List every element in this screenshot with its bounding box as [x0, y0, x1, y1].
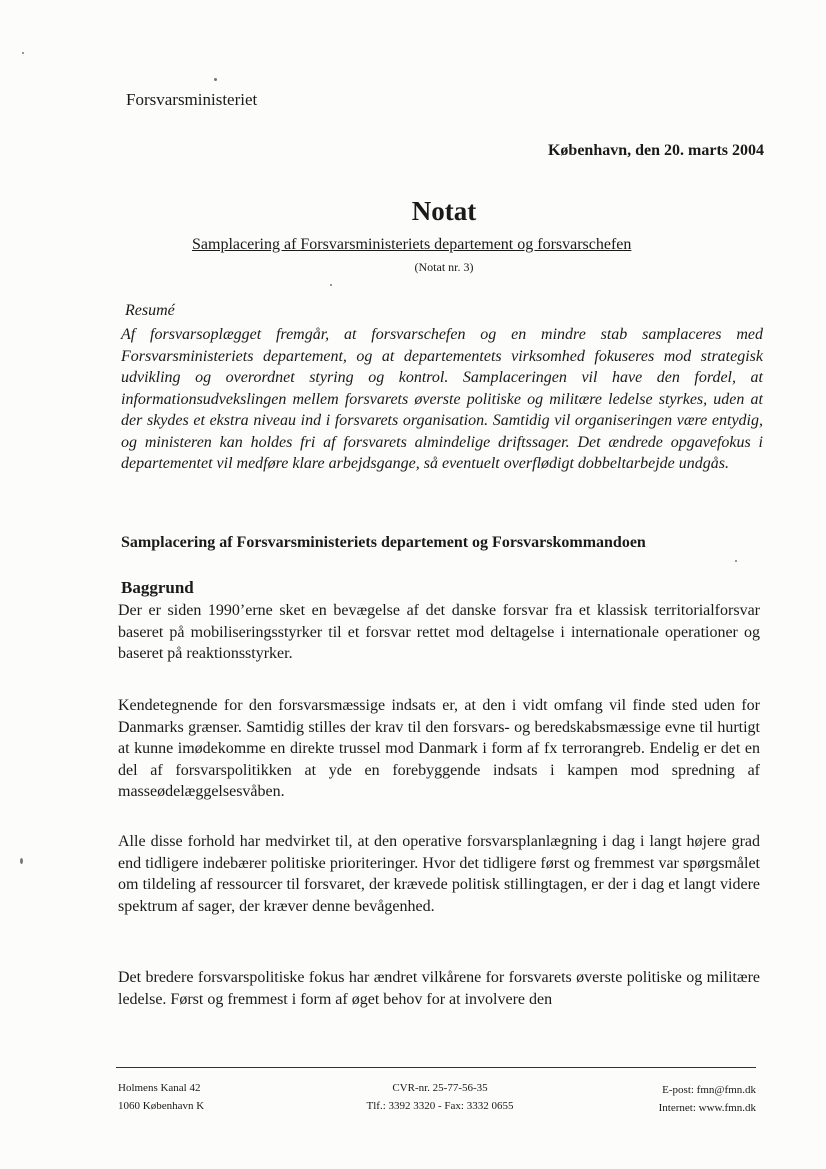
body-paragraph-4: Det bredere forsvarspolitiske fokus har ændret vilkårene for forsvarets øverste politiske og militære ledelse. Først og fremmest i form af øget behov for at involvere den — [118, 969, 760, 1008]
footer-address-line2: 1060 København K — [118, 1100, 205, 1112]
footer-phone-fax: Tlf.: 3392 3320 - Fax: 3332 0655 — [366, 1100, 514, 1112]
scan-speck — [330, 284, 332, 286]
note-number: (Notat nr. 3) — [414, 260, 474, 274]
document-subtitle: Samplacering af Forsvarsministeriets departement og forsvarschefen — [192, 236, 632, 253]
body-paragraph-1: Der er siden 1990’erne sket en bevægelse af det danske forsvar fra et klassisk territorialforsvar baseret på mobiliseringsstyrker til et forsvar rettet mod deltagelse i internationale operationer og baseret på reaktionsstyrker. — [118, 602, 760, 662]
scan-speck — [735, 560, 737, 562]
resume-text: Af forsvarsoplægget fremgår, at forsvarschefen og en mindre stab samplaceres med Forsvarsministeriets departement, og at departementets virksomhed fokuseres mod strategisk udvikling og overordnet styring og kontrol. Samplaceringen vil have den fordel, at informationsudvekslingen mellem forsvarets øverste politiske og militære ledelse styrkes, uden at der skydes et ekstra niveau ind i forsvarets organisation. Samtidig vil organiseringen være entydig, og ministeren kan holdes fri af forsvarets almindelige driftssager. Det ændrede opgavefokus i departementet vil medføre klare arbejdsgange, så eventuelt overflødigt dobbeltarbejde undgås. — [121, 326, 763, 472]
footer-address — [118, 1079, 204, 1115]
scan-speck — [20, 858, 23, 864]
resume-label: Resumé — [125, 302, 175, 319]
scan-speck — [22, 52, 24, 54]
footer-address-line1: Holmens Kanal 42 — [118, 1082, 201, 1094]
footer-contact-numbers — [354, 1079, 526, 1115]
footer-email: E-post: fmn@fmn.dk — [662, 1084, 756, 1096]
footer-cvr: CVR-nr. 25-77-56-35 — [392, 1082, 488, 1094]
footer-online-contact — [659, 1081, 756, 1117]
document-date: København, den 20. marts 2004 — [547, 142, 764, 159]
footer-divider — [116, 1067, 756, 1068]
document-title: Notat — [411, 196, 477, 226]
body-paragraph-2: Kendetegnende for den forsvarsmæssige indsats er, at den i vidt omfang vil finde sted uden for Danmarks grænser. Samtidig stilles der krav til den forsvars- og beredskabsmæssige evne til hurtigt at kunne imødekomme en direkte trussel mod Danmark i form af fx terrorangreb. Endelig er det en del af forsvarspolitikken at yde en forebyggende indsats i kampen mod spredning af masseødelæggelsesvåben. — [118, 697, 760, 800]
footer-internet: Internet: www.fmn.dk — [658, 1102, 756, 1114]
body-paragraph-3: Alle disse forhold har medvirket til, at den operative forsvarsplanlægning i dag i langt højere grad end tidligere indebærer politiske prioriteringer. Hvor det tidligere først og fremmest var spørgsmålet om tildeling af ressourcer til forsvaret, der krævede politisk stillingtagen, er der i dag et langt videre spektrum af sager, der kræver denne bevågenhed. — [118, 833, 760, 915]
organization-name: Forsvarsministeriet — [126, 90, 258, 109]
sub-heading-baggrund: Baggrund — [121, 578, 194, 597]
section-heading: Samplacering af Forsvarsministeriets departement og Forsvarskommandoen — [121, 534, 646, 551]
scan-speck — [214, 78, 217, 81]
